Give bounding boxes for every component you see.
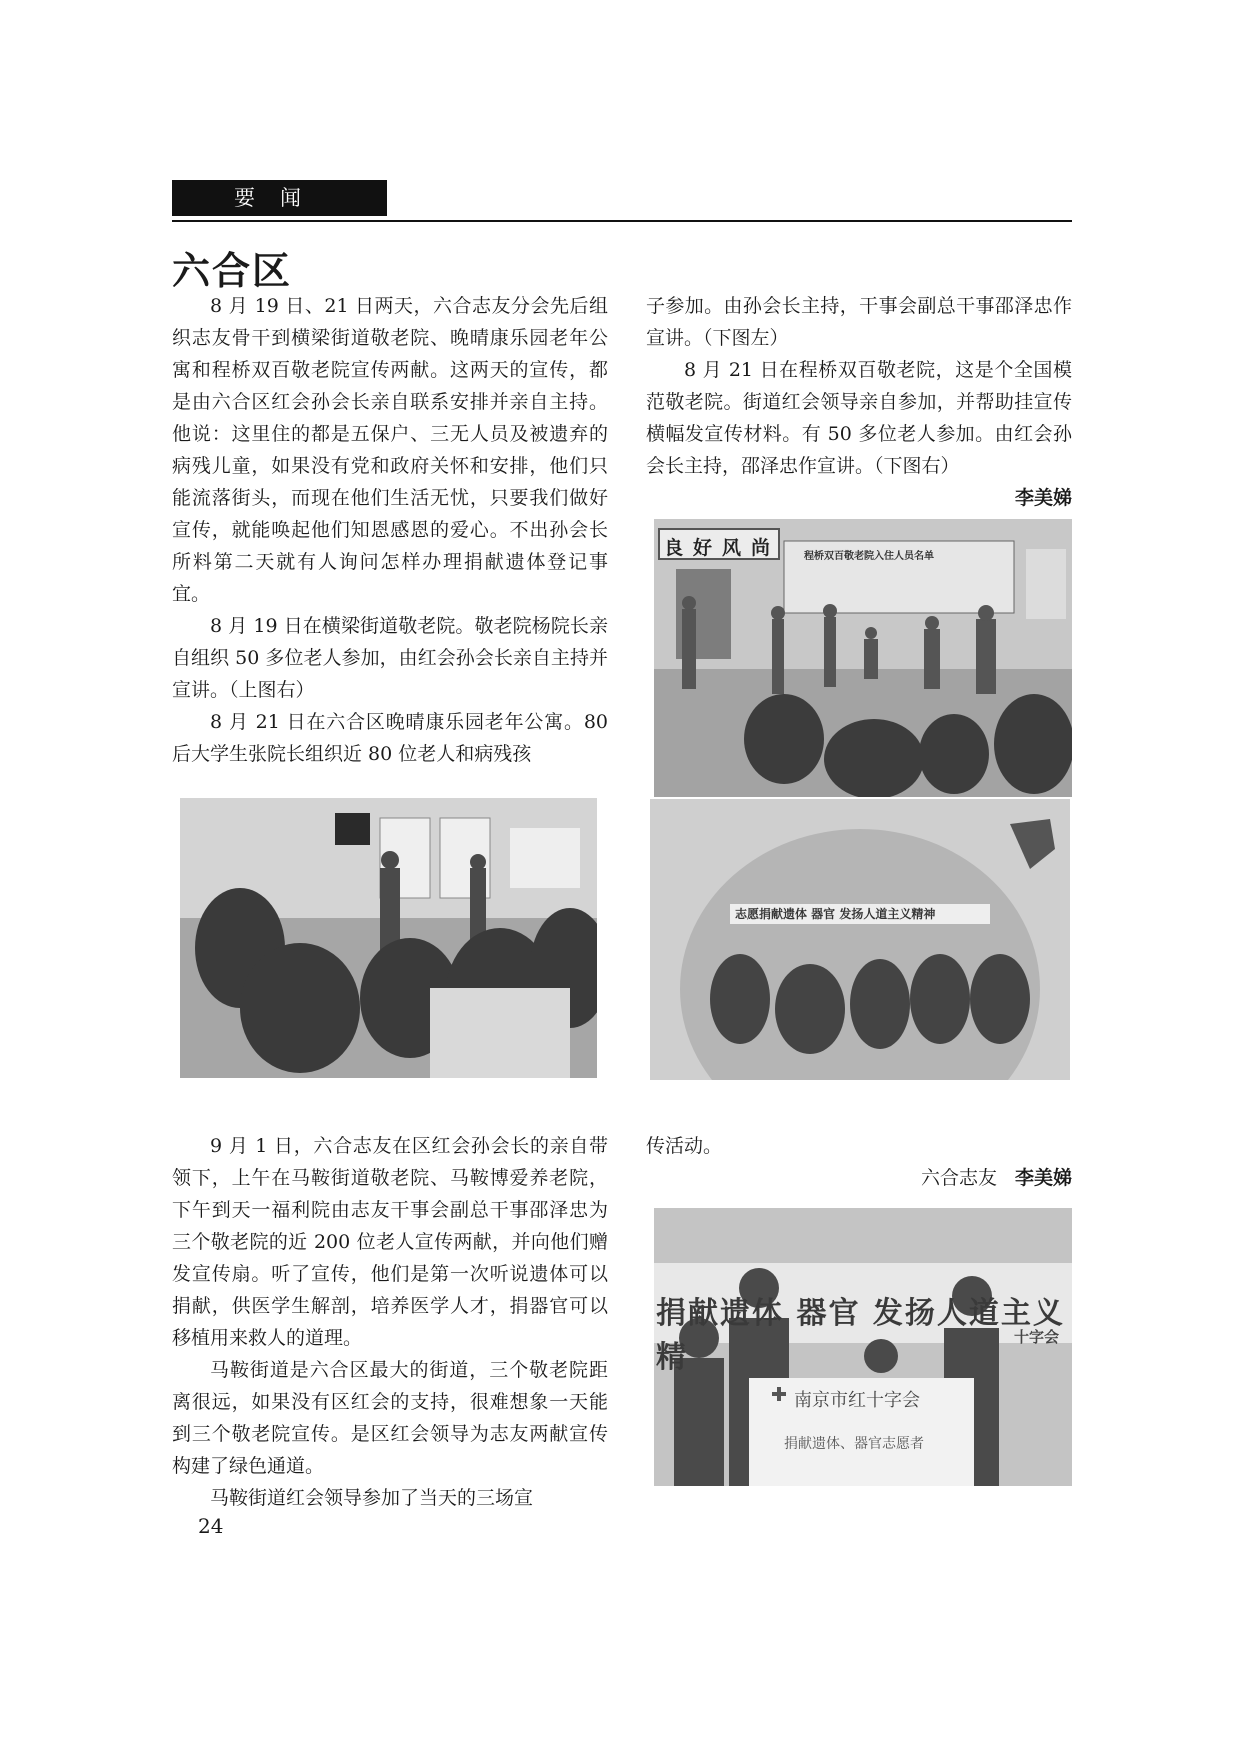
- right-column-top: [646, 290, 1072, 514]
- author-signature: [646, 1162, 1072, 1194]
- paragraph: 传活动。: [646, 1135, 723, 1157]
- paragraph: 8 月 21 日在程桥双百敬老院，这是个全国模范敬老院。街道红会领导亲自参加，并帮助挂宣传横幅发宣传材料。有 50 多位老人参加。由红会孙会长主持，邵泽忠作宣讲。（下图右）: [646, 359, 1072, 477]
- photo-banner-side-text: 十字会: [1014, 1328, 1060, 1346]
- photo-flag-org: 南京市红十字会: [794, 1390, 920, 1411]
- paragraph: 8 月 19 日、21 日两天，六合志友分会先后组织志友骨干到横梁街道敬老院、晚晴康乐园老年公寓和程桥双百敬老院宣传两献。这两天的宣传，都是由六合区红会孙会长亲自联系安排并亲自主持。他说：这里住的都是五保户、三无人员及被遗弃的病残儿童，如果没有党和政府关怀和安排，他们只能流落街头，而现在他们生活无忧，只要我们做好宣传，就能唤起他们知恩感恩的爱心。不出孙会长所料第二天就有人询问怎样办理捐献遗体登记事宜。: [172, 295, 608, 605]
- section-header: 要 闻: [172, 180, 387, 216]
- photo-scene: [650, 799, 1070, 1080]
- header-rule: [172, 220, 1072, 222]
- photo-banner-text: 志愿捐献遗体 器官 发扬人道主义精神: [735, 907, 936, 921]
- right-column-bottom: [646, 1130, 1072, 1194]
- photo-chengqiao-arch: [650, 799, 1070, 1080]
- photo-banner-text: 捐献遗体 器官 发扬人道主义精: [656, 1296, 1065, 1375]
- paragraph: 8 月 19 日在横梁街道敬老院。敬老院杨院长亲自组织 50 多位老人参加，由红会孙会长亲自主持并宣讲。（上图右）: [172, 615, 608, 701]
- article-title: 六合区: [172, 249, 293, 293]
- page-number: 24: [198, 1514, 224, 1538]
- paragraph: 马鞍街道是六合区最大的街道，三个敬老院距离很远，如果没有区红会的支持，很难想象一天能到三个敬老院宣传。是区红会领导为志友两献宣传构建了绿色通道。: [172, 1359, 608, 1477]
- paragraph: 子参加。由孙会长主持，干事会副总干事邵泽忠作宣讲。（下图左）: [646, 295, 1072, 349]
- photo-wanqing-hall: [180, 798, 597, 1078]
- author-org: 六合志友: [920, 1167, 997, 1189]
- photo-flag-sub: 捐献遗体、器官志愿者: [784, 1436, 924, 1452]
- photo-redcross-volunteers: [654, 1208, 1072, 1486]
- photo-scene: [180, 798, 597, 1078]
- left-column-bottom: [172, 1130, 608, 1514]
- paragraph: 9 月 1 日，六合志友在区红会孙会长的亲自带领下，上午在马鞍街道敬老院、马鞍博爱养老院，下午到天一福利院由志友干事会副总干事邵泽忠为三个敬老院的近 200 位老人宣传两献，并向他们赠发宣传扇。听了宣传，他们是第一次听说遗体可以捐献，供医学生解剖，培养医学人才，捐器官可以移植用来救人的道理。: [172, 1135, 608, 1349]
- author-signature: 李美娣: [1014, 487, 1072, 509]
- photo-chengqiao-hall: [654, 519, 1072, 797]
- author-name: 李美娣: [1014, 1167, 1072, 1189]
- paragraph: 马鞍街道红会领导参加了当天的三场宣: [210, 1487, 534, 1509]
- photo-board-text: 程桥双百敬老院入住人员名单: [804, 551, 934, 562]
- photo-sign-text: 良好风尚: [664, 537, 781, 559]
- paragraph: 8 月 21 日在六合区晚晴康乐园老年公寓。80 后大学生张院长组织近 80 位老人和病残孩: [172, 711, 608, 765]
- left-column-top: [172, 290, 608, 770]
